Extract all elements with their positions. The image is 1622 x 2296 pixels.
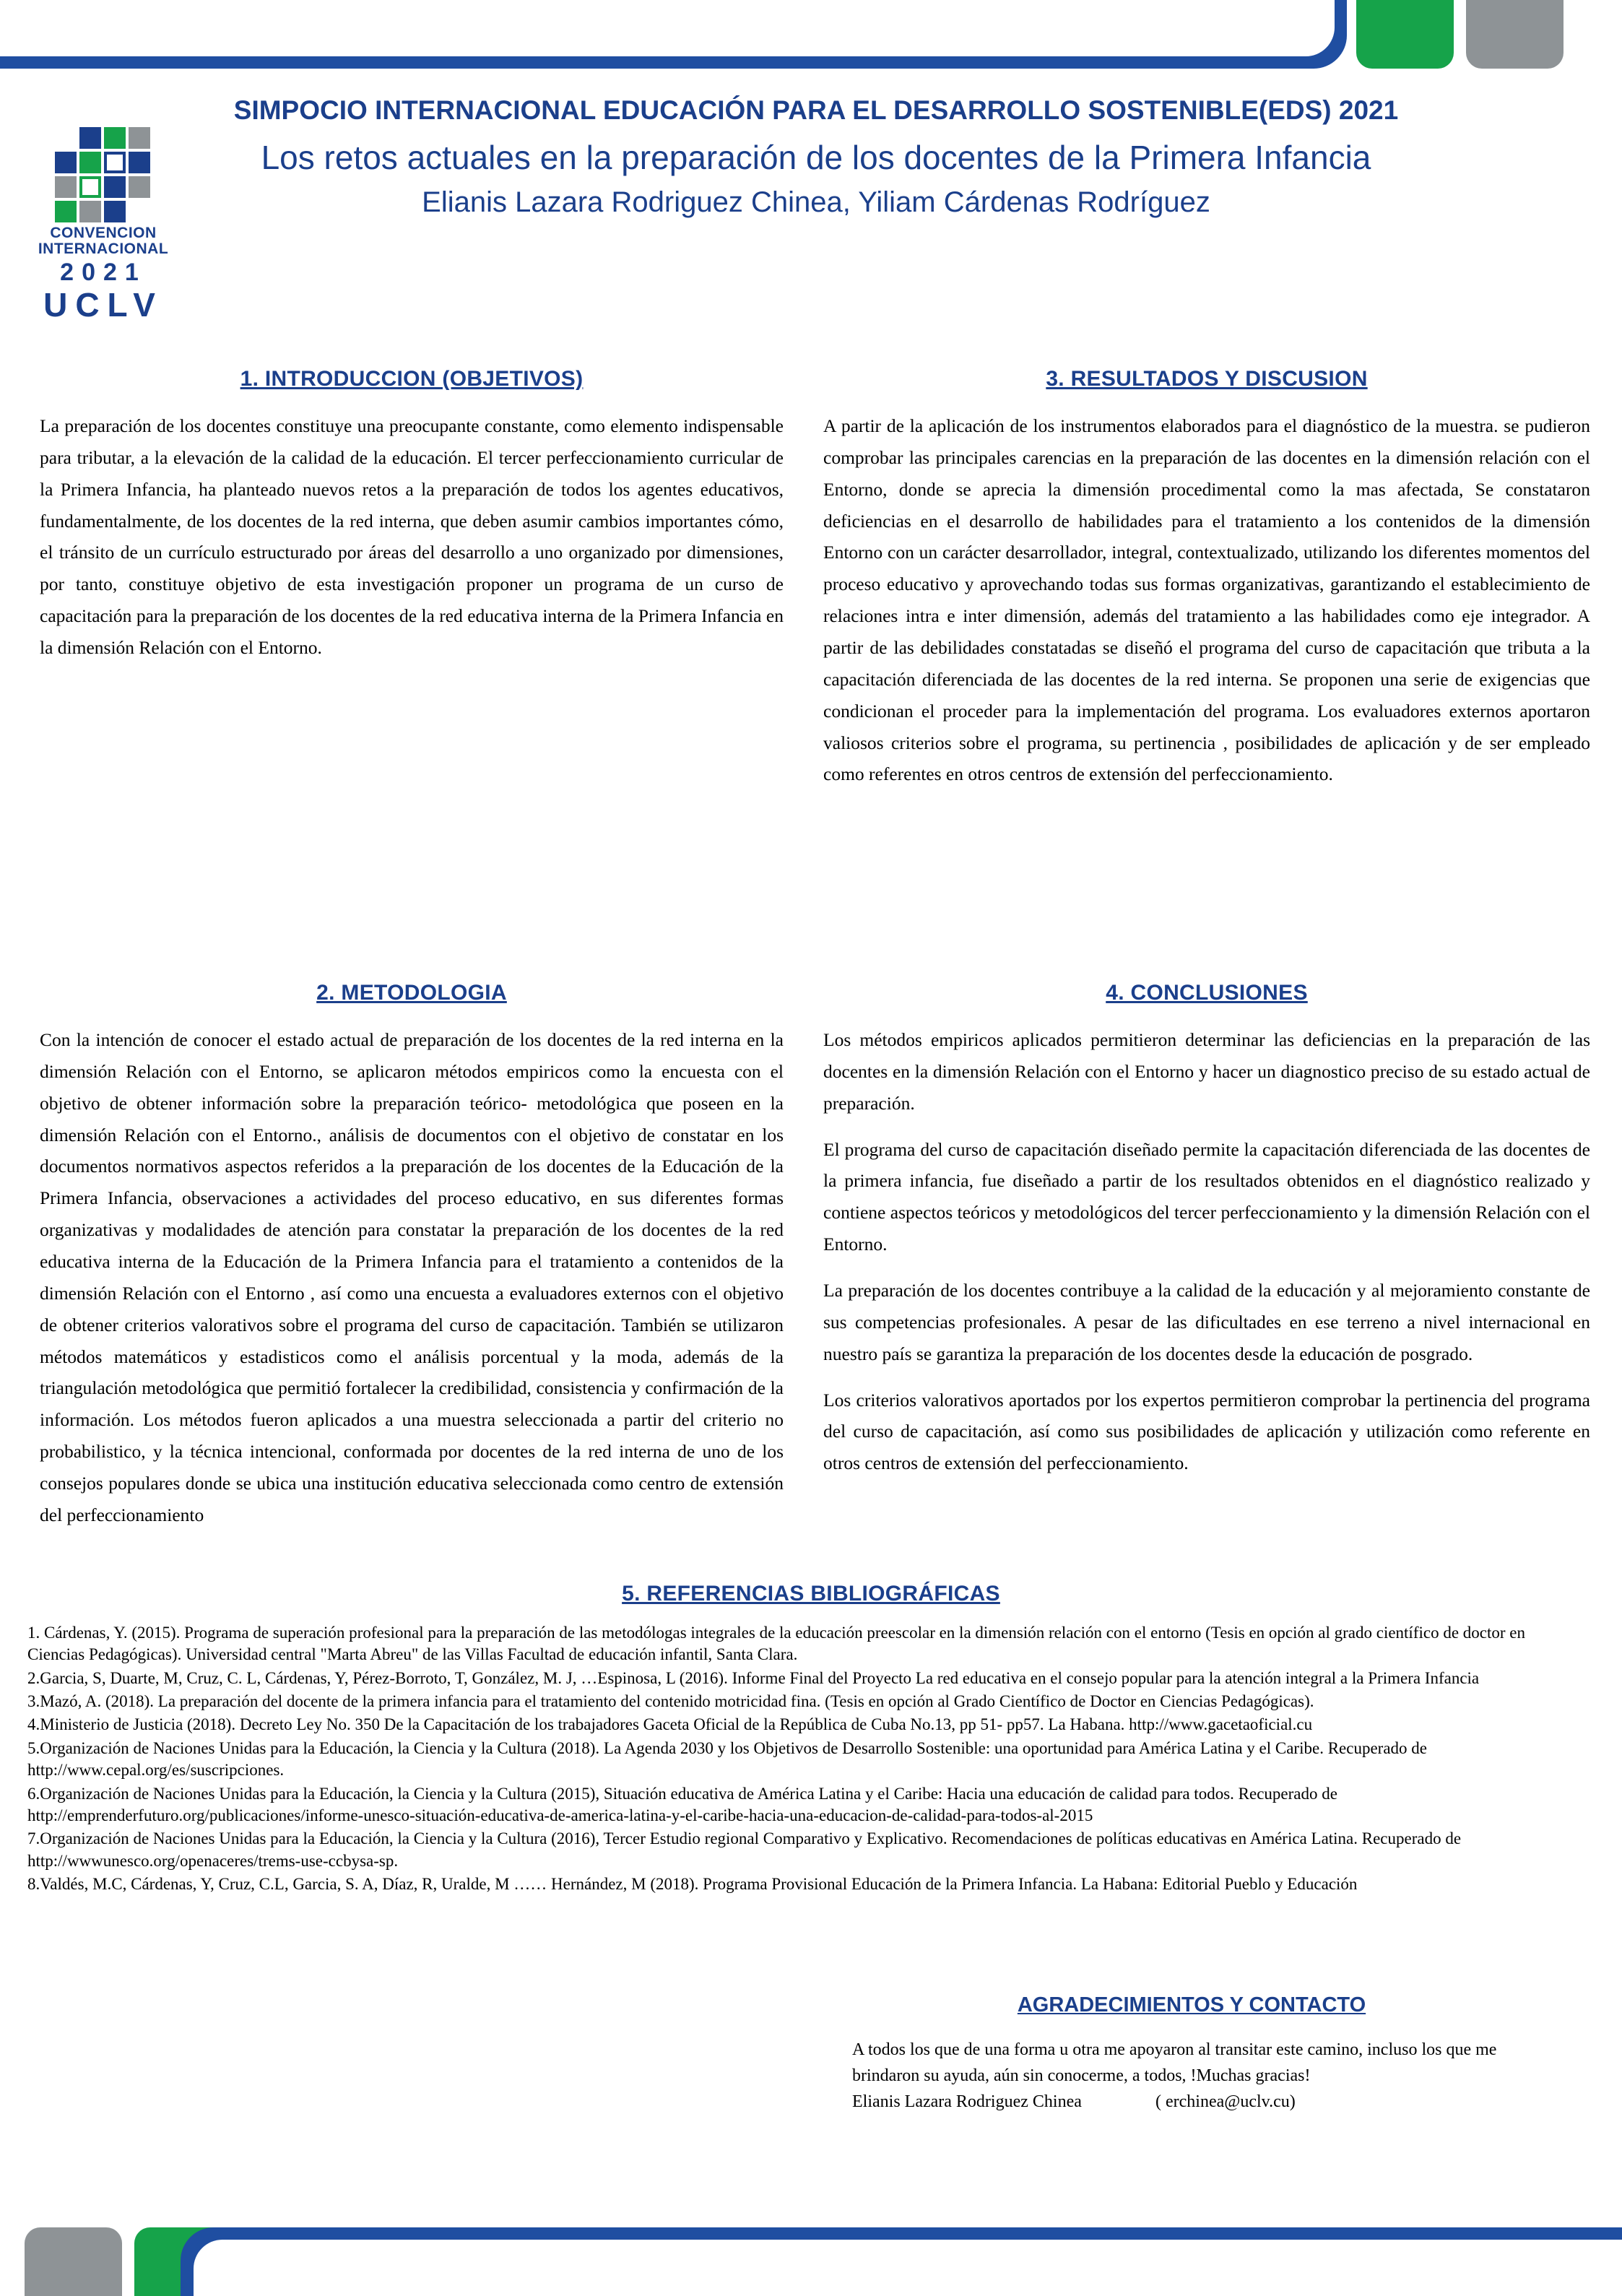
reference-item: 3.Mazó, A. (2018). La preparación del docente de la primera infancia para el tratamiento del contenido motricidad fina. (Tesis en opción al Grado Científico de Doctor en Ciencias Pedagógicas). <box>27 1692 1314 1711</box>
section-heading-referencias: 5. REFERENCIAS BIBLIOGRÁFICAS <box>622 1582 1000 1606</box>
paragraph: A partir de la aplicación de los instrumentos elaborados para el diagnóstico de la muestra. se pudieron comprobar las principales carencias en la preparación de las docentes en la dimensión relación con el Entorno, donde se aprecia la dimensión procedimental como la mas afectada, Se constataron deficiencias en el desarrollo de habilidades para el tratamiento a los contenidos de la dimensión Entorno con un carácter desarrollador, integral, contextualizado, utilizando los diferentes momentos del proceso educativo y aprovechando todas sus formas organizativas, garantizando el establecimiento de relaciones intra e inter dimensión, además del tratamiento a las habilidades como eje integrador. A partir de las debilidades constatadas se diseñó el programa del curso de capacitación que tributa a la capacitación diferenciada de las docentes de la red interna. Se proponen una serie de exigencias que condicionan el proceder para la implementación del programa. Los evaluadores externos aportaron valiosos criterios sobre el programa, su pertinencia , posibilidades de aplicación y de ser empleado como referentes en otros centros de extensión del perfeccionamiento. <box>823 415 1590 785</box>
logo-line-2: INTERNACIONAL <box>38 241 169 258</box>
section-heading-introduccion: 1. INTRODUCCION (OBJETIVOS) <box>240 367 584 391</box>
top-gray-bar <box>1466 0 1564 69</box>
paragraph: Los criterios valorativos aportados por los expertos permitieron comprobar la pertinencia del programa del curso de capacitación, así como sus posibilidades de aplicación y utilización como referente en otros centros de extensión del perfeccionamiento. <box>823 1389 1590 1474</box>
logo-institution: UCLV <box>43 286 163 324</box>
top-decorative-band <box>0 0 1622 72</box>
paragraph: Los métodos empiricos aplicados permitieron determinar las deficiencias en la preparación de las docentes en la dimensión Relación con el Entorno y hacer un diagnostico preciso de su estado actual de preparación. <box>823 1029 1590 1114</box>
reference-item: 2.Garcia, S, Duarte, M, Cruz, C. L, Cárdenas, Y, Pérez-Borroto, T, González, M. J, …Espinosa, L (2016). Informe Final del Proyecto La red educativa en el consejo popular para la atención integral a la Primera Infancia <box>27 1668 1480 1687</box>
bottom-gray-bar <box>25 2227 122 2296</box>
acknowledgement-text: A todos los que de una forma u otra me apoyaron al transitar este camino, incluso los que me brindaron su ayuda, aún sin conocerme, a todos, !Muchas gracias! <box>852 2040 1497 2085</box>
poster-header <box>181 94 1452 219</box>
contact-email[interactable]: ( erchinea@uclv.cu) <box>1155 2092 1296 2111</box>
bottom-blue-bar-inner <box>194 2240 1622 2296</box>
top-blue-bar-inner <box>0 0 1335 56</box>
reference-item: 6.Organización de Naciones Unidas para la Educación, la Ciencia y la Cultura (2015), Situación educativa de América Latina y el Caribe: Hacia una educación de calidad para todos. Recuperado de http://emprenderfuturo.org/publicaciones/informe-unesco-situación-educativa-de-america-latina-y-el-caribe-hacia-una-educacion-de-calidad-para-todos-al-2015 <box>27 1784 1337 1824</box>
section-body-referencias <box>27 1622 1566 1897</box>
paragraph: La preparación de los docentes contribuye a la calidad de la educación y al mejoramiento constante de sus competencias profesionales. A pesar de las dificultades en ese terreno a nivel internacional en nuestro país se garantiza la preparación de los docentes desde la educación de posgrado. <box>823 1280 1590 1364</box>
section-body-metodologia <box>40 1024 784 1531</box>
reference-item: 5.Organización de Naciones Unidas para la Educación, la Ciencia y la Cultura (2018). La Agenda 2030 y los Objetivos de Desarrollo Sostenible: una oportunidad para América Latina y el Caribe. Recuperado de http://www.cepal.org/es/suscripciones. <box>27 1738 1427 1780</box>
reference-item: 4.Ministerio de Justicia (2018). Decreto Ley No. 350 De la Capacitación de los trabajadores Gaceta Oficial de la República de Cuba No.13, pp 51- pp57. La Habana. http://www.gacetaoficial.cu <box>27 1715 1313 1734</box>
page-title: Los retos actuales en la preparación de los docentes de la Primera Infancia <box>261 139 1371 177</box>
event-title: SIMPOCIO INTERNACIONAL EDUCACIÓN PARA EL DESARROLLO SOSTENIBLE(EDS) 2021 <box>233 95 1399 125</box>
top-blue-bar <box>0 0 1347 69</box>
section-heading-resultados: 3. RESULTADOS Y DISCUSION <box>1046 367 1368 391</box>
logo-year: 2021 <box>60 259 147 287</box>
section-heading-agradecimientos: AGRADECIMIENTOS Y CONTACTO <box>1017 1993 1366 2016</box>
authors: Elianis Lazara Rodriguez Chinea, Yiliam Cárdenas Rodríguez <box>422 186 1210 219</box>
top-green-bar <box>1356 0 1454 69</box>
section-body-conclusiones <box>823 1024 1590 1479</box>
paragraph: Con la intención de conocer el estado actual de preparación de los docentes de la red interna en la dimensión Relación con el Entorno, se aplicaron métodos empiricos como la encuesta con el objetivo de obtener información sobre la preparación teórico- metodológica que poseen en la dimensión Relación con el Entorno., análisis de documentos con el objetivo de constatar en los documentos normativos aspectos referidos a la preparación de los docentes de la Educación de la Primera Infancia, observaciones a actividades del proceso educativo, en sus diferentes formas organizativas y modalidades de atención para constatar la preparación de los docentes de la red educativa interna de la Educación de la Primera Infancia para el tratamiento a contenidos de la dimensión Relación con el Entorno , así como una encuesta a evaluadores externos con el objetivo de obtener criterios valorativos sobre el programa del curso de capacitación. También se utilizaron métodos matemáticos y estadisticos como el análisis porcentual y la moda, además de la triangulación metodológica que permitió fortalecer la credibilidad, consistencia y confirmación de la información. Los métodos fueron aplicados a una muestra seleccionada a partir del criterio no probabilistico, y la técnica intencional, conformada por docentes de la red interna de uno de los consejos populares donde se ubica una institución educativa seleccionada como centro de extensión del perfeccionamiento <box>40 1029 784 1525</box>
paragraph: El programa del curso de capacitación diseñado permite la capacitación diferenciada de las docentes de la primera infancia, fue diseñado a partir de los resultados obtenidos en el diagnóstico realizado y contiene aspectos teóricos y metodológicos del tercer perfeccionamiento y la dimensión Relación con el Entorno. <box>823 1138 1590 1255</box>
section-body-resultados <box>823 410 1590 790</box>
uclv-convention-logo <box>27 127 179 358</box>
logo-line-1: CONVENCION <box>50 225 157 241</box>
reference-item: 8.Valdés, M.C, Cárdenas, Y, Cruz, C.L, Garcia, S. A, Díaz, R, Uralde, M …… Hernández, M (2018). Programa Provisional Educación de la Primera Infancia. La Habana: Editorial Pueblo y Educación <box>27 1874 1358 1893</box>
section-heading-metodologia: 2. METODOLOGIA <box>316 981 507 1005</box>
reference-item: 7.Organización de Naciones Unidas para la Educación, la Ciencia y la Cultura (2016), Tercer Estudio regional Comparativo y Explicativo. Recomendaciones de políticas educativas en América Latina. Recuperado de http://wwwunesco.org/openaceres/trems-use-ccbysa-sp. <box>27 1829 1462 1870</box>
section-body-introduccion <box>40 410 784 664</box>
reference-item: 1. Cárdenas, Y. (2015). Programa de superación profesional para la preparación de las metodólogas integrales de la educación preescolar en la dimensión relación con el entorno (Tesis en opción al grado científico de doctor en Ciencias Pedagógicas). Universidad central "Marta Abreu" de las Villas Facultad de educación infantil, Santa Clara. <box>27 1624 1526 1664</box>
logo-squares-icon <box>42 127 165 221</box>
paragraph: La preparación de los docentes constituye una preocupante constante, como elemento indispensable para tributar, a la elevación de la calidad de la educación. El tercer perfeccionamiento curricular de la Primera Infancia, ha planteado nuevos retos a la preparación de todos los agentes educativos, fundamentalmente, de los docentes de la red interna, que deben asumir cambios importantes cómo, el tránsito de un currículo estructurado por áreas del desarrollo a uno organizado por dimensiones, por tanto, constituye objetivo de esta investigación proponer un programa de un curso de capacitación para la preparación de los docentes de la red educativa interna de la Primera Infancia en la dimensión Relación con el Entorno. <box>40 415 784 659</box>
section-heading-conclusiones: 4. CONCLUSIONES <box>1106 981 1308 1005</box>
contact-name: Elianis Lazara Rodriguez Chinea <box>852 2092 1082 2111</box>
section-body-agradecimientos <box>852 2037 1560 2115</box>
